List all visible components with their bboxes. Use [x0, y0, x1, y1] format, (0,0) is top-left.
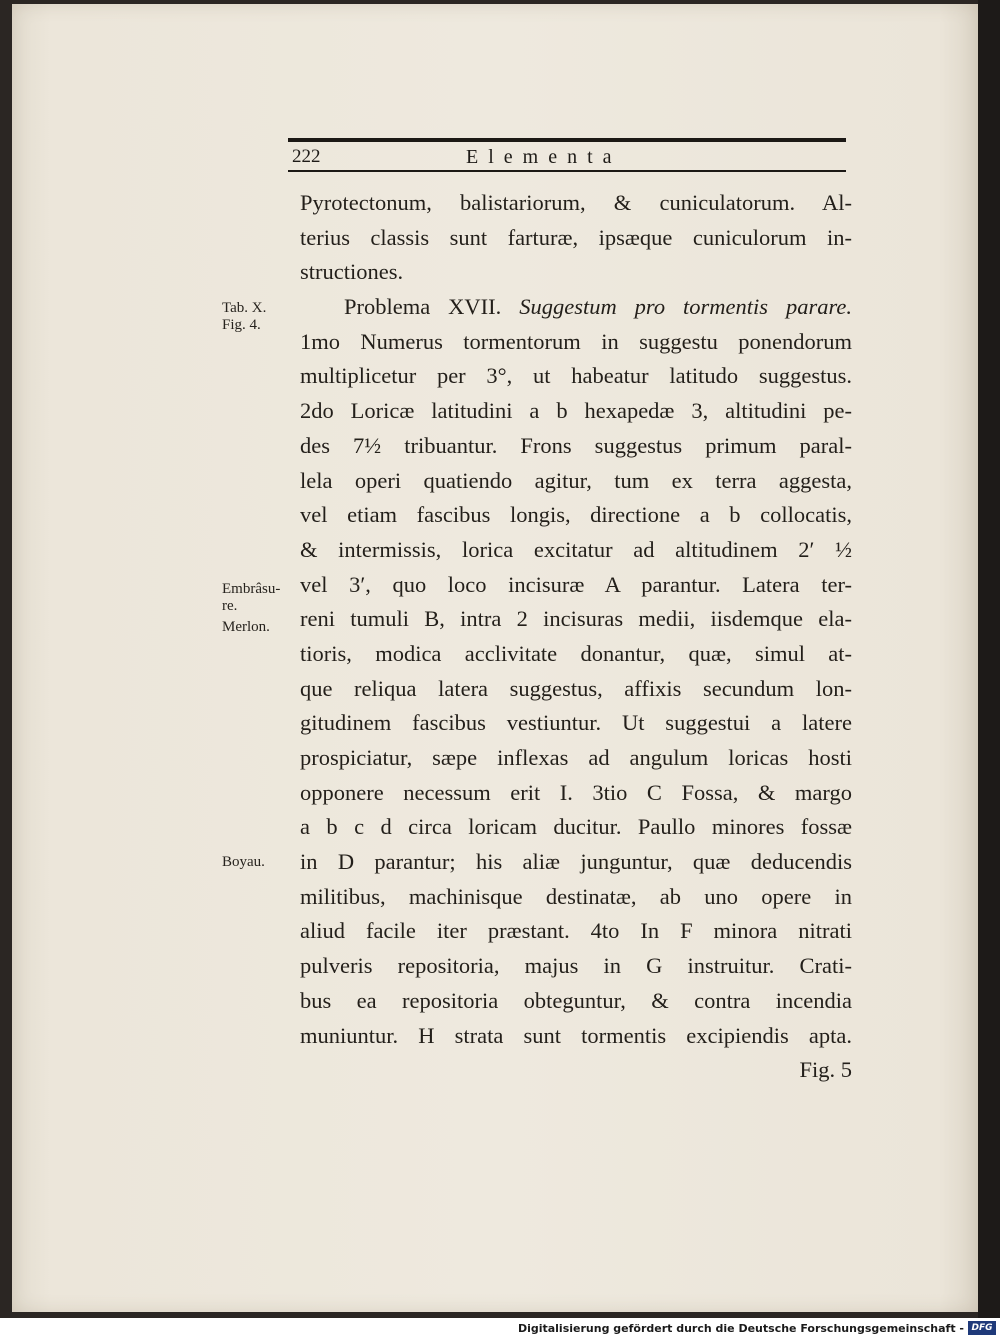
- problem-title: Suggestum pro tormentis parare.: [519, 294, 852, 320]
- page-number: 222: [292, 146, 321, 167]
- dfg-logo-icon: DFG: [968, 1321, 996, 1335]
- text-line: militibus, machinisque destinatæ, ab uno opere in: [300, 883, 852, 909]
- margin-note-merlon: Merlon.: [222, 619, 270, 635]
- text-line: lela operi quatiendo agitur, tum ex terra aggesta,: [300, 467, 852, 493]
- text-line: a b c d circa loricam ducitur. Paullo minores fossæ: [300, 814, 852, 840]
- margin-note-embrasure-cont: re.: [222, 598, 238, 614]
- text-line: pulveris repositoria, majus in G instruitur. Crati-: [300, 953, 852, 979]
- problem-label: Problema XVII.: [344, 294, 520, 320]
- footer-credit: Digitalisierung gefördert durch die Deutsche Forschungsgemeinschaft -: [517, 1322, 964, 1335]
- header-rule-thick: [288, 138, 846, 142]
- text-line: bus ea repositoria obteguntur, & contra incendia: [300, 987, 852, 1013]
- digitization-footer: [0, 1318, 1000, 1340]
- text-line: opponere necessum erit I. 3tio C Fossa, & margo: [300, 779, 852, 805]
- text-line: reni tumuli B, intra 2 incisuras medii, iisdemque ela-: [300, 606, 852, 632]
- text-line: terius classis sunt farturæ, ipsæque cuniculorum in-: [300, 224, 852, 250]
- text-line: des 7½ tribuantur. Frons suggestus primum paral-: [300, 432, 852, 458]
- text-line: multiplicetur per 3°, ut habeatur latitudo suggestus.: [300, 363, 852, 389]
- text-line: 1mo Numerus tormentorum in suggestu ponendorum: [300, 328, 852, 354]
- problem-heading: [300, 290, 852, 325]
- margin-note-embrasure: Embrâsu-: [222, 581, 281, 597]
- text-line: que reliqua latera suggestus, affixis secundum lon-: [300, 675, 852, 701]
- text-line: aliud facile iter præstant. 4to In F minora nitrati: [300, 918, 852, 944]
- margin-note-boyau: Boyau.: [222, 854, 265, 870]
- text-line: & intermissis, lorica excitatur ad altitudinem 2′ ½: [300, 536, 852, 562]
- text-line: gitudinem fascibus vestiuntur. Ut suggestui a latere: [300, 710, 852, 736]
- text-line: vel 3′, quo loco incisuræ A parantur. Latera ter-: [300, 571, 852, 597]
- body-text: [300, 186, 852, 1088]
- text-line: in D parantur; his aliæ junguntur, quæ deducendis: [300, 849, 852, 875]
- scan-edge: [978, 0, 1000, 1318]
- margin-note-fig: Fig. 4.: [222, 317, 261, 333]
- text-line: 2do Loricæ latitudini a b hexapedæ 3, altitudini pe-: [300, 398, 852, 424]
- text-line: Pyrotectonum, balistariorum, & cuniculatorum. Al-: [300, 190, 852, 215]
- running-title: Elementa: [466, 146, 622, 168]
- text-line: vel etiam fascibus longis, directione a b collocatis,: [300, 502, 852, 528]
- text-line: tioris, modica acclivitate donantur, quæ, simul at-: [300, 640, 852, 666]
- catchword: Fig. 5: [799, 1057, 852, 1083]
- header-rule-thin: [288, 170, 846, 172]
- text-line: structiones.: [300, 259, 404, 285]
- text-line: muniuntur. H strata sunt tormentis excipiendis apta.: [300, 1022, 852, 1048]
- text-line: prospiciatur, sæpe inflexas ad angulum loricas hosti: [300, 745, 852, 770]
- margin-note-tab: Tab. X.: [222, 300, 267, 316]
